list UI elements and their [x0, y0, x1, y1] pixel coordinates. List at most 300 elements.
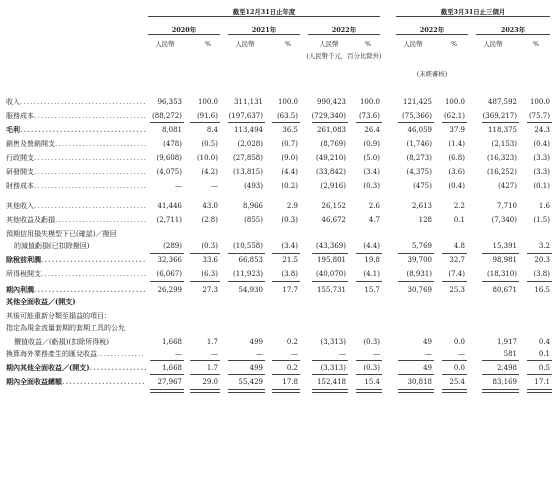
row-cell: (475) [413, 182, 432, 190]
header-q-2022: 2022年 [396, 26, 468, 35]
row-cell: 39,700 [407, 256, 432, 264]
row-cell: (63.5) [276, 112, 298, 120]
row-cell: (4.4) [363, 242, 380, 250]
row-cell: (0.4) [448, 182, 465, 190]
single-rule [442, 281, 467, 282]
row-cell: (3.6) [448, 168, 465, 176]
single-rule [150, 374, 184, 375]
row-cell: 29.0 [202, 378, 218, 386]
unit-rmb-2020: 人民幣 [155, 40, 175, 48]
row-cell: 83,169 [492, 378, 517, 386]
row-label [14, 240, 146, 252]
row-cell: 20.3 [534, 256, 550, 264]
single-rule [228, 374, 265, 375]
table-row [0, 228, 554, 240]
table-row [0, 296, 554, 308]
row-cell: (16,323) [487, 154, 517, 162]
row-cell: 26,299 [157, 286, 182, 294]
row-label [6, 124, 146, 136]
row-cell: (8,273) [406, 154, 432, 162]
double-rule [150, 389, 184, 393]
row-label-text: 其後可能重新分類至損益的項目： [6, 312, 111, 320]
header-q-2023: 2023年 [476, 26, 550, 35]
row-cell: 311,131 [234, 98, 263, 106]
row-cell: (8,931) [406, 270, 432, 278]
row-cell: (6.3) [201, 270, 218, 278]
unit-rmb-2021: 人民幣 [235, 40, 255, 48]
single-rule [482, 374, 519, 375]
single-rule [398, 360, 434, 361]
row-label [6, 152, 146, 164]
row-cell: 2.2 [453, 202, 465, 210]
row-label-text: 其他全面收益／(開支) [6, 297, 76, 306]
row-cell: 100.0 [197, 98, 218, 106]
row-cell: (0.1) [533, 182, 550, 190]
single-rule [356, 374, 382, 375]
header-year-2022: 2022年 [308, 26, 380, 35]
row-cell: (1,746) [406, 140, 432, 148]
row-cell: (0.9) [363, 140, 380, 148]
row-cell: 49 [423, 364, 432, 372]
single-rule [190, 374, 220, 375]
single-rule [356, 360, 382, 361]
single-rule [527, 253, 552, 254]
row-cell: 27,967 [157, 378, 182, 386]
single-rule [228, 281, 265, 282]
row-label-text: 財務成本 [6, 182, 34, 190]
row-cell: (7,340) [491, 216, 517, 224]
row-cell: (3,313) [320, 364, 346, 372]
double-rule [228, 389, 265, 393]
row-cell: (0.7) [281, 140, 298, 148]
single-rule [527, 122, 552, 123]
table-row [0, 152, 554, 164]
row-label [6, 180, 146, 192]
row-cell: (3.4) [363, 168, 380, 176]
row-cell: (197,637) [228, 112, 263, 120]
row-label-text: 除稅前利潤 [6, 255, 41, 264]
row-cell: 2,498 [496, 364, 517, 372]
row-cell: (2,153) [491, 140, 517, 148]
row-cell: (40,070) [316, 270, 346, 278]
row-label [14, 336, 146, 348]
row-label [6, 254, 146, 266]
row-cell: (8,769) [320, 140, 346, 148]
row-label-text: 價值收益／(虧損)(扣除所得稅) [14, 338, 109, 346]
row-cell: 0.2 [286, 338, 298, 346]
single-rule [442, 253, 467, 254]
header-year-2021: 2021年 [228, 26, 300, 35]
row-cell: 2,613 [411, 202, 432, 210]
row-label-text: 毛利 [6, 125, 20, 134]
table-row [0, 268, 554, 280]
row-cell: (62.1) [443, 112, 465, 120]
row-cell: (75.7) [528, 112, 550, 120]
single-rule [272, 374, 300, 375]
single-rule [312, 253, 348, 254]
row-label [6, 138, 146, 150]
row-cell: 26.4 [364, 126, 380, 134]
single-rule [272, 122, 300, 123]
single-rule [442, 374, 467, 375]
single-rule [272, 253, 300, 254]
row-cell: (7.4) [448, 270, 465, 278]
unit-pct-q2022: % [450, 40, 458, 48]
row-cell: — [256, 350, 263, 358]
single-rule [312, 281, 348, 282]
row-label-text: 行政開支 [6, 154, 34, 162]
row-cell: (3.3) [533, 168, 550, 176]
table-row [0, 124, 554, 136]
single-rule [356, 281, 382, 282]
row-cell: 27.3 [202, 286, 218, 294]
row-cell: 49 [423, 338, 432, 346]
row-cell: (1.5) [533, 216, 550, 224]
row-label-text: 換算海外業務產生的匯兌收益 [6, 350, 97, 358]
single-rule [312, 374, 348, 375]
row-cell: 1,917 [496, 338, 517, 346]
table-row [0, 348, 554, 360]
row-cell: (4.2) [201, 168, 218, 176]
row-cell: 15.7 [364, 286, 380, 294]
row-cell: (9.0) [281, 154, 298, 162]
row-cell: 0.0 [453, 338, 465, 346]
row-cell: 15.4 [364, 378, 380, 386]
row-label [6, 110, 146, 122]
row-cell: 32.7 [449, 256, 465, 264]
row-label-text: 其他收入 [6, 202, 34, 210]
table-row [0, 336, 554, 348]
row-label-text: 期內其他全面收益／(開支) [6, 363, 90, 372]
row-cell: (43,369) [316, 242, 346, 250]
row-label-text: 銷售及營銷開支 [6, 140, 55, 148]
row-cell: 990,423 [317, 98, 346, 106]
row-cell: (49,210) [316, 154, 346, 162]
row-cell: (0.4) [533, 140, 550, 148]
row-cell: 26,152 [321, 202, 346, 210]
row-cell: 32,366 [157, 256, 182, 264]
double-rule [312, 389, 348, 393]
double-rule [482, 389, 519, 393]
table-row [0, 214, 554, 226]
row-cell: (0.3) [201, 242, 218, 250]
row-cell: 0.1 [538, 350, 550, 358]
row-cell: 8.4 [206, 126, 218, 134]
row-cell: — [175, 182, 182, 190]
row-cell: 2.9 [286, 202, 298, 210]
single-rule [442, 360, 467, 361]
single-rule [150, 360, 184, 361]
row-label-text: 預期信用損失模型下已(確認)／撥回 [6, 230, 117, 238]
row-cell: 55,429 [238, 378, 263, 386]
table-row [0, 254, 554, 266]
row-cell: 100.0 [277, 98, 298, 106]
row-label-text: 其他收益及虧損 [6, 216, 55, 224]
single-rule [228, 360, 265, 361]
header-quarter-group: 截至3月31日止三個月 [396, 8, 550, 17]
header-year-group: 截至12月31日止年度 [148, 8, 380, 17]
row-label [6, 268, 146, 280]
row-cell: (2,028) [237, 140, 263, 148]
row-cell: (4.4) [281, 168, 298, 176]
row-cell: — [211, 350, 218, 358]
row-cell: 261,083 [317, 126, 346, 134]
row-cell: 25.3 [449, 286, 465, 294]
row-cell: (10,558) [233, 242, 263, 250]
row-cell: 17.1 [534, 378, 550, 386]
row-cell: (2,711) [156, 216, 182, 224]
single-rule [398, 253, 434, 254]
row-cell: (5.0) [363, 154, 380, 162]
row-cell: (11,923) [233, 270, 263, 278]
row-label-text: 研發開支 [6, 168, 34, 176]
row-cell: 2.6 [368, 202, 380, 210]
single-rule [527, 360, 552, 361]
row-cell: 100.0 [444, 98, 465, 106]
row-cell: (75,366) [402, 112, 432, 120]
row-label [6, 284, 146, 296]
note-thousand: (人民幣千元，百分比除外) [306, 52, 382, 60]
row-cell: (3.4) [281, 242, 298, 250]
table-row [0, 240, 554, 252]
single-rule [398, 122, 434, 123]
row-cell: 46,672 [321, 216, 346, 224]
row-cell: (855) [244, 216, 263, 224]
row-cell: 96,353 [157, 98, 182, 106]
row-cell: — [291, 350, 298, 358]
row-cell: 100.0 [359, 98, 380, 106]
single-rule [190, 253, 220, 254]
unit-rmb-q2022: 人民幣 [403, 40, 423, 48]
single-rule [228, 253, 265, 254]
single-rule [190, 281, 220, 282]
single-rule [190, 360, 220, 361]
row-cell: 33.6 [202, 256, 218, 264]
row-label [6, 166, 146, 178]
row-label [6, 200, 146, 212]
row-cell: (16,252) [487, 168, 517, 176]
table-row [0, 200, 554, 212]
row-cell: (0.5) [201, 140, 218, 148]
row-cell: 113,494 [234, 126, 263, 134]
single-rule [356, 122, 382, 123]
double-rule [190, 389, 220, 393]
row-cell: 24.3 [534, 126, 550, 134]
row-cell: — [458, 350, 465, 358]
row-label [6, 322, 146, 334]
table-row [0, 110, 554, 122]
single-rule [398, 374, 434, 375]
row-label [6, 214, 146, 226]
table-row [0, 310, 554, 322]
row-cell: 4.8 [453, 242, 465, 250]
table-row [0, 376, 554, 388]
row-cell: 16.5 [534, 286, 550, 294]
row-cell: (0.3) [281, 216, 298, 224]
row-label-text: 收入 [6, 98, 20, 106]
single-rule [272, 281, 300, 282]
table-row [0, 362, 554, 374]
row-cell: (88,272) [152, 112, 182, 120]
row-cell: (478) [163, 140, 182, 148]
row-cell: (0.3) [363, 338, 380, 346]
row-cell: (0.3) [363, 364, 380, 372]
single-rule [482, 122, 519, 123]
row-cell: 5,769 [411, 242, 432, 250]
row-cell: (73.6) [358, 112, 380, 120]
row-cell: 0.4 [538, 338, 550, 346]
single-rule [442, 122, 467, 123]
row-cell: — [175, 350, 182, 358]
row-label-text: 期內利潤 [6, 285, 34, 294]
row-cell: (4,075) [156, 168, 182, 176]
row-cell: (3.8) [281, 270, 298, 278]
single-rule [150, 253, 184, 254]
unit-pct-2022: % [364, 40, 372, 48]
row-cell: (91.6) [196, 112, 218, 120]
single-rule [482, 360, 519, 361]
row-cell: — [339, 350, 346, 358]
row-cell: (0.3) [363, 182, 380, 190]
row-cell: (4.1) [363, 270, 380, 278]
row-cell: (6.8) [448, 154, 465, 162]
row-cell: (33,842) [316, 168, 346, 176]
row-cell: 118,375 [488, 126, 517, 134]
single-rule [312, 360, 348, 361]
row-cell: 121,425 [403, 98, 432, 106]
row-label [6, 296, 146, 308]
row-cell: — [211, 182, 218, 190]
row-label [6, 310, 146, 322]
row-cell: (9,608) [156, 154, 182, 162]
row-cell: 155,731 [317, 286, 346, 294]
row-cell: (4,375) [406, 168, 432, 176]
row-cell: (13,815) [233, 168, 263, 176]
row-label-text: 的減值虧損(已扣除撥回) [14, 242, 90, 250]
row-cell: (1.4) [448, 140, 465, 148]
row-cell: (6,067) [156, 270, 182, 278]
row-cell: 15,391 [492, 242, 517, 250]
single-rule [482, 253, 519, 254]
row-cell: — [425, 350, 432, 358]
single-rule [312, 122, 348, 123]
row-label [6, 348, 146, 360]
table-row [0, 284, 554, 296]
row-cell: — [373, 350, 380, 358]
row-cell: 41,446 [157, 202, 182, 210]
row-cell: (18,310) [487, 270, 517, 278]
single-rule [150, 122, 184, 123]
unit-pct-2020: % [204, 40, 212, 48]
row-cell: 1.6 [538, 202, 550, 210]
row-label [6, 376, 146, 388]
row-label [6, 96, 146, 108]
row-cell: 19.8 [364, 256, 380, 264]
single-rule [527, 281, 552, 282]
header-year-2020: 2020年 [148, 26, 220, 35]
row-cell: (0.2) [281, 182, 298, 190]
unit-pct-2021: % [284, 40, 292, 48]
row-cell: (3.3) [533, 154, 550, 162]
row-cell: 0.2 [286, 364, 298, 372]
single-rule [228, 122, 265, 123]
row-cell: (427) [498, 182, 517, 190]
row-cell: (3,313) [320, 338, 346, 346]
row-cell: (2,916) [320, 182, 346, 190]
double-rule [272, 389, 300, 393]
row-cell: (3.8) [533, 270, 550, 278]
note-unaudited: (未經審核) [416, 70, 448, 78]
row-cell: 17.8 [282, 378, 298, 386]
single-rule [150, 281, 184, 282]
single-rule [190, 122, 220, 123]
single-rule [398, 281, 434, 282]
row-cell: 8,081 [161, 126, 182, 134]
row-cell: 37.9 [449, 126, 465, 134]
row-cell: 54,930 [238, 286, 263, 294]
row-cell: 0.1 [453, 216, 465, 224]
row-label-text: 所得稅開支 [6, 270, 41, 278]
row-cell: 8,966 [242, 202, 263, 210]
row-cell: 1.7 [206, 364, 218, 372]
row-cell: (27,858) [233, 154, 263, 162]
double-rule [398, 389, 434, 393]
row-cell: 195,801 [317, 256, 346, 264]
table-row [0, 322, 554, 334]
row-cell: 100.0 [529, 98, 550, 106]
row-cell: (493) [244, 182, 263, 190]
row-cell: 581 [503, 350, 517, 358]
row-cell: (289) [163, 242, 182, 250]
row-cell: 17.7 [282, 286, 298, 294]
table-row [0, 166, 554, 178]
single-rule [482, 281, 519, 282]
double-rule [527, 389, 552, 393]
single-rule [272, 360, 300, 361]
row-label [6, 228, 146, 240]
row-label [6, 362, 146, 374]
row-label-text: 期內全面收益總額 [6, 377, 62, 386]
row-label-text: 指定為現金流量套期的套期工具的公允 [6, 324, 125, 332]
row-cell: 80,671 [492, 286, 517, 294]
row-cell: 30,769 [407, 286, 432, 294]
row-cell: 36.5 [282, 126, 298, 134]
table-row [0, 96, 554, 108]
row-cell: 3.2 [538, 242, 550, 250]
row-cell: 1,668 [161, 338, 182, 346]
row-cell: (10.0) [196, 154, 218, 162]
row-cell: 0.5 [538, 364, 550, 372]
row-cell: 25.4 [449, 378, 465, 386]
row-cell: (729,340) [311, 112, 346, 120]
double-rule [356, 389, 382, 393]
row-cell: 4.7 [368, 216, 380, 224]
single-rule [527, 374, 552, 375]
single-rule [356, 253, 382, 254]
unit-rmb-q2023: 人民幣 [483, 40, 503, 48]
row-label-text: 服務成本 [6, 112, 34, 120]
table-row [0, 138, 554, 150]
row-cell: 1,668 [161, 364, 182, 372]
row-cell: 499 [249, 338, 263, 346]
unit-rmb-2022: 人民幣 [319, 40, 339, 48]
row-cell: 0.0 [453, 364, 465, 372]
row-cell: 43.0 [202, 202, 218, 210]
row-cell: 487,592 [488, 98, 517, 106]
row-cell: 46,059 [407, 126, 432, 134]
row-cell: 30,818 [407, 378, 432, 386]
row-cell: 98,981 [492, 256, 517, 264]
